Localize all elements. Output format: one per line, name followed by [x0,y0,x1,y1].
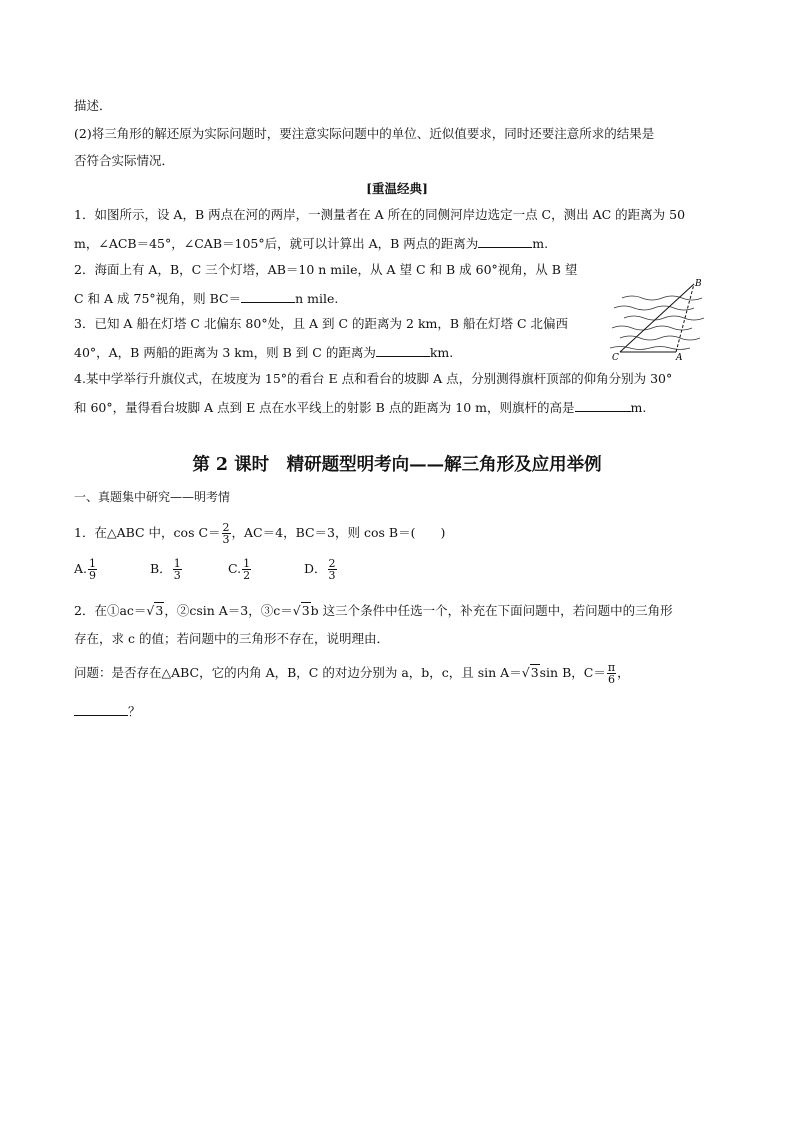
option-d-den: 3 [328,569,336,582]
q2-sqrt-1: √3 [146,603,164,618]
top-line-2: (2)将三角形的解还原为实际问题时，要注意实际问题中的单位、近似值要求，同时还要注意所求的结果是 [74,126,655,141]
review-p3-line1: 3．已知 A 船在灯塔 C 北偏东 80°处，且 A 到 C 的距离为 2 km，B 船在灯塔 C 北偏西 [74,316,569,331]
option-a-den: 9 [89,569,97,582]
review-p4-line1: 4.某中学举行升旗仪式，在坡度为 15°的看台 E 点和看台的坡脚 A 点，分别测得旗杆顶部的仰角分别为 30° [74,371,673,386]
review-p3-line2 [74,343,453,361]
q1-frac-num: 2 [222,521,230,534]
q2-prob-fraction [607,662,616,685]
option-c-num: 1 [243,557,251,570]
option-b[interactable] [150,558,183,581]
review-p1-line2 [74,234,548,252]
review-p2-line2 [74,289,338,307]
river-figure [610,276,720,362]
review-heading: [重温经典] [366,181,428,196]
question-2-line2: 存在，求 c 的值；若问题中的三角形不存在，说明理由． [74,631,389,646]
q2-prob-text-b: sin B，C＝ [539,665,606,680]
q1-frac-den: 3 [222,533,230,546]
review-p2-text: C 和 A 成 75°视角，则 BC＝ [74,291,242,306]
q1-text-a: 1．在△ABC 中，cos C＝ [74,525,221,540]
option-c-label: C. [228,561,242,576]
option-c-fraction [242,558,251,581]
lesson-title: 第 2 课时 精研题型明考向——解三角形及应用举例 [192,455,602,475]
answer-blank-5[interactable] [74,702,128,716]
review-p4-line2 [74,398,646,416]
figure-label-c: C [612,353,619,362]
q2-prob-sqrt-rad: 3 [530,665,539,680]
q2-prob-text-c: ， [617,665,630,680]
option-b-den: 3 [173,569,181,582]
answer-blank-2[interactable] [241,289,295,303]
option-c[interactable] [228,558,252,581]
q2-prob-text-a: 问题：是否存在△ABC，它的内角 A，B，C 的对边分别为 a，b，c，且 sin A＝ [74,665,522,680]
option-a-label: A. [74,561,88,576]
review-p1-line1: 1．如图所示，设 A，B 两点在河的两岸，一测量者在 A 所在的同侧河岸边选定一点 C，测出 AC 的距离为 50 [74,207,686,222]
q2-sqrt-1-rad: 3 [155,603,164,618]
option-a-fraction [88,558,97,581]
q2-question-mark: ？ [128,704,141,719]
option-a[interactable] [74,558,98,581]
q2-sqrt-2: √3 [292,603,310,618]
option-d[interactable] [304,558,338,581]
q2-prob-num: π [607,661,616,674]
section-heading: 一、真题集中研究——明考情 [74,490,231,504]
option-b-fraction [173,558,182,581]
q2-text-b: ，②csin A＝3，③c＝ [164,603,293,618]
top-line-3: 否符合实际情况． [74,153,175,168]
question-2-line1 [74,603,673,619]
review-p1-unit: m. [532,236,549,251]
q1-text-b: ，AC＝4，BC＝3，则 cos B＝( ) [231,525,446,540]
q2-prob-den: 6 [607,673,615,686]
question-2-blank-line [74,702,141,720]
answer-blank-3[interactable] [376,343,430,357]
option-d-fraction [328,558,337,581]
top-line-1: 描述． [74,98,112,113]
q2-text-c: b 这三个条件中任选一个，补充在下面问题中，若问题中的三角形 [310,603,673,618]
q2-text-a: 2．在①ac＝ [74,603,147,618]
review-p3-unit: km. [429,345,454,360]
q2-prob-sqrt: √3 [521,665,539,680]
figure-label-a: A [676,353,683,362]
answer-blank-4[interactable] [575,398,631,412]
q1-fraction [222,522,231,545]
review-p2-unit: n mile. [295,291,339,306]
option-d-num: 2 [328,557,336,570]
review-p1-text: m，∠ACB＝45°，∠CAB＝105°后，就可以计算出 A，B 两点的距离为 [74,236,479,251]
figure-label-b: B [695,279,702,289]
question-2-problem [74,662,630,685]
option-d-label: D． [304,561,327,576]
option-c-den: 2 [243,569,251,582]
review-p3-text: 40°，A，B 两船的距离为 3 km，则 B 到 C 的距离为 [74,345,376,360]
q2-sqrt-2-rad: 3 [301,603,310,618]
option-a-num: 1 [89,557,97,570]
answer-blank-1[interactable] [478,234,532,248]
review-p2-line1: 2．海面上有 A，B，C 三个灯塔，AB＝10 n mile，从 A 望 C 和 B 成 60°视角，从 B 望 [74,262,578,277]
review-p4-text: 和 60°，量得看台坡脚 A 点到 E 点在水平线上的射影 B 点的距离为 10 m，则旗杆的高是 [74,400,575,415]
option-b-label: B． [150,561,172,576]
question-1 [74,522,445,545]
review-p4-unit: m. [630,400,647,415]
option-b-num: 1 [173,557,181,570]
